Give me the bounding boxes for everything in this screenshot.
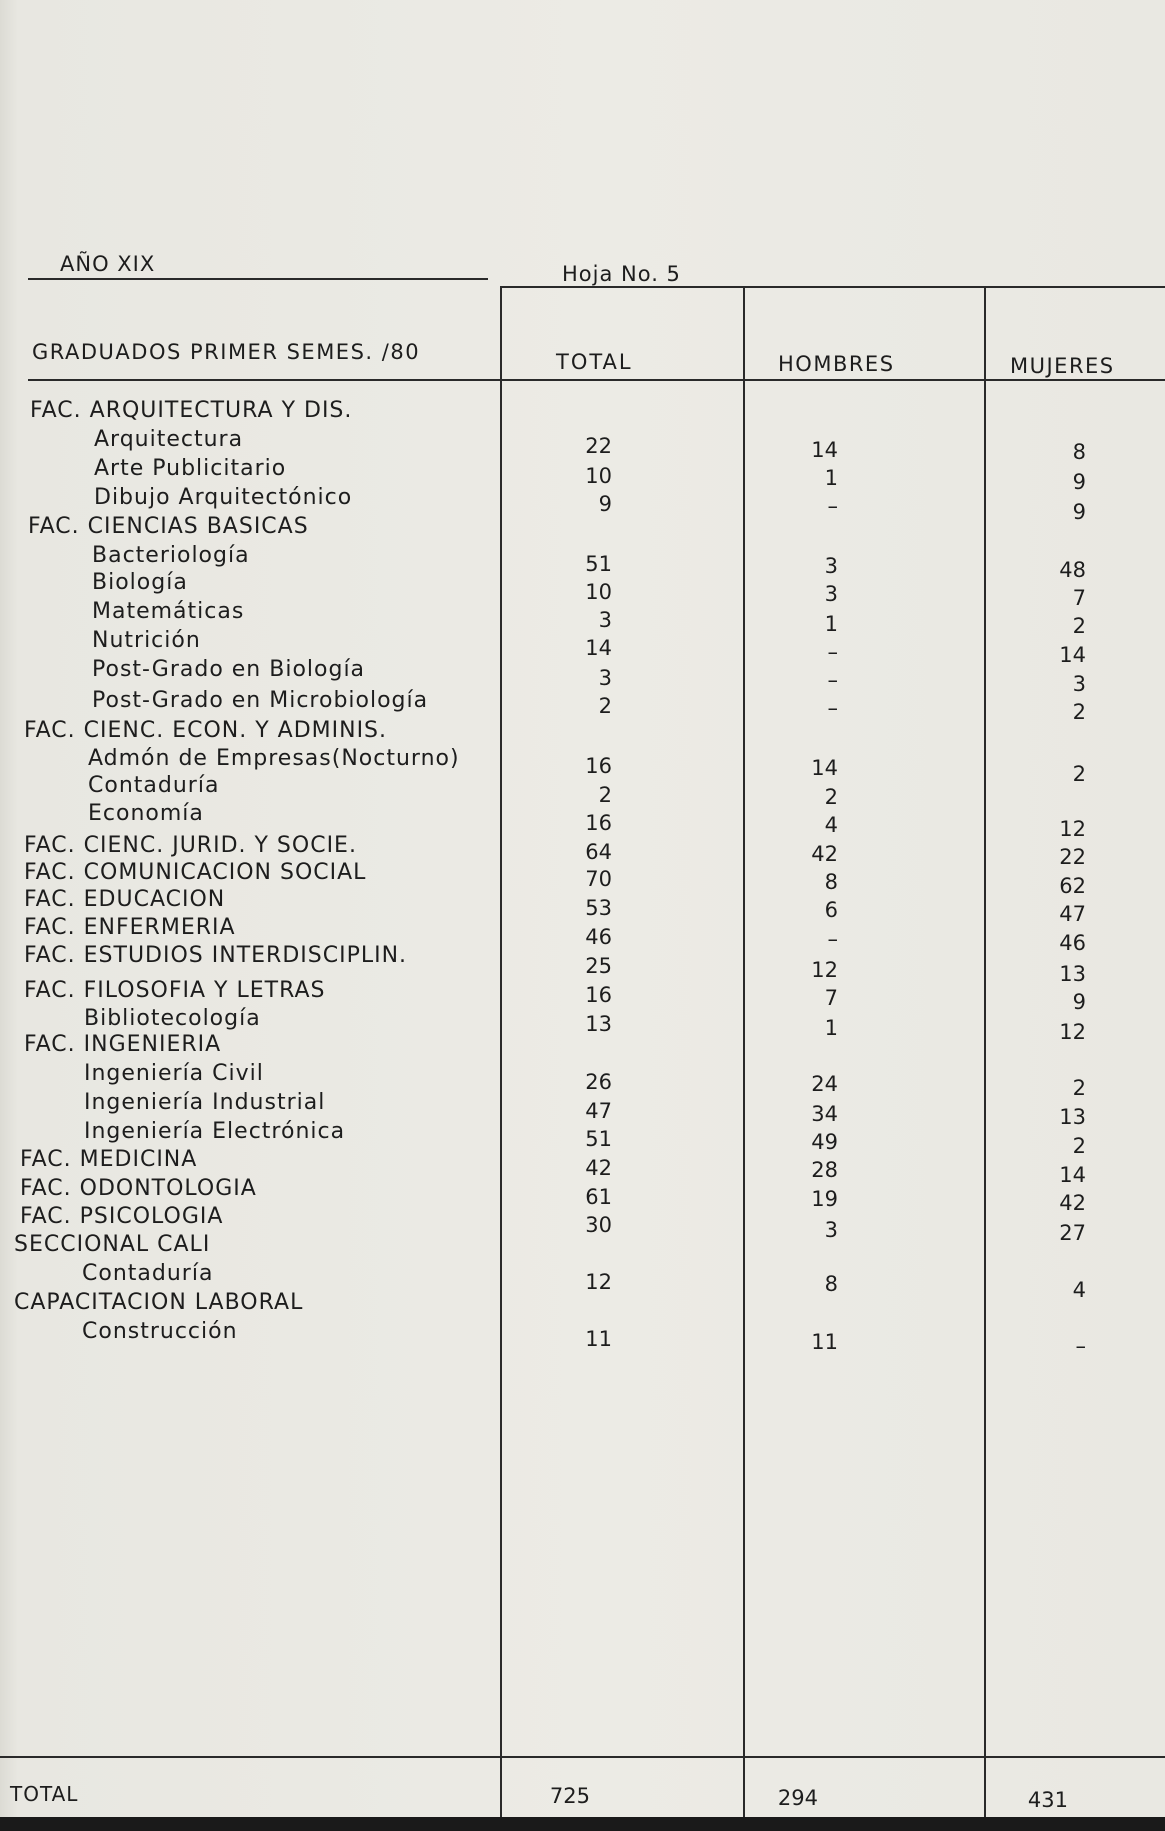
- row-men: 1: [824, 612, 838, 636]
- row-women: 14: [1059, 643, 1086, 667]
- total-rule: [0, 1756, 1165, 1758]
- row-men: 14: [811, 756, 838, 780]
- row-women: 9: [1072, 990, 1086, 1014]
- row-men: –: [827, 668, 838, 692]
- row-label: Bibliotecología: [84, 1006, 261, 1031]
- header-bottom-rule: [28, 379, 1165, 381]
- row-label: Economía: [88, 801, 204, 826]
- row-total: 16: [585, 811, 612, 835]
- row-women: 2: [1072, 1134, 1086, 1158]
- row-total: 14: [585, 636, 612, 660]
- row-total: 16: [585, 754, 612, 778]
- row-label: Construcción: [82, 1319, 238, 1344]
- row-women: 9: [1072, 500, 1086, 524]
- row-total: 22: [585, 434, 612, 458]
- row-total: 13: [585, 1012, 612, 1036]
- row-label: FAC. INGENIERIA: [24, 1032, 222, 1057]
- row-total: 61: [585, 1185, 612, 1209]
- row-women: 13: [1059, 962, 1086, 986]
- row-women: 46: [1059, 931, 1086, 955]
- column-header-total: TOTAL: [556, 350, 633, 374]
- row-label: Post-Grado en Microbiología: [92, 688, 429, 713]
- row-label: FAC. COMUNICACION SOCIAL: [24, 860, 367, 885]
- row-men: 12: [811, 958, 838, 982]
- row-label: FAC. MEDICINA: [20, 1147, 198, 1172]
- row-women: 62: [1059, 874, 1086, 898]
- row-label: Admón de Empresas(Nocturno): [88, 746, 460, 771]
- row-label: FAC. ENFERMERIA: [24, 915, 236, 940]
- row-men: 49: [811, 1130, 838, 1154]
- row-label: Arquitectura: [94, 427, 244, 452]
- row-total: 12: [585, 1270, 612, 1294]
- row-women: 7: [1072, 586, 1086, 610]
- row-men: 28: [811, 1158, 838, 1182]
- row-total: 51: [585, 552, 612, 576]
- column-divider-1: [500, 286, 502, 1831]
- row-men: 3: [824, 1218, 838, 1242]
- row-total: 2: [598, 694, 612, 718]
- row-label: Contaduría: [82, 1261, 214, 1286]
- row-women: 2: [1072, 614, 1086, 638]
- row-total: 64: [585, 840, 612, 864]
- column-divider-2: [743, 286, 745, 1831]
- row-total: 3: [598, 608, 612, 632]
- row-women: 2: [1072, 762, 1086, 786]
- row-women: 42: [1059, 1191, 1086, 1215]
- row-women: 9: [1072, 470, 1086, 494]
- row-label: Ingeniería Civil: [84, 1061, 264, 1086]
- row-men: 14: [811, 438, 838, 462]
- row-label: Bacteriología: [92, 543, 250, 568]
- row-label: FAC. CIENC. ECON. Y ADMINIS.: [24, 718, 388, 743]
- row-women: –: [1075, 1334, 1086, 1358]
- row-label: FAC. FILOSOFIA Y LETRAS: [24, 978, 326, 1003]
- row-label: Biología: [92, 570, 188, 595]
- row-men: 8: [824, 870, 838, 894]
- row-total: 53: [585, 896, 612, 920]
- row-label: Post-Grado en Biología: [92, 657, 366, 682]
- row-total: 16: [585, 983, 612, 1007]
- row-women: 14: [1059, 1163, 1086, 1187]
- row-label: FAC. ODONTOLOGIA: [20, 1176, 257, 1201]
- row-men: 1: [824, 1016, 838, 1040]
- row-label: CAPACITACION LABORAL: [14, 1290, 304, 1315]
- row-women: 13: [1059, 1105, 1086, 1129]
- row-total: 3: [598, 666, 612, 690]
- row-label: Contaduría: [88, 773, 220, 798]
- row-women: 8: [1072, 440, 1086, 464]
- row-men: –: [827, 927, 838, 951]
- total-women: 431: [1027, 1788, 1068, 1812]
- row-label: Matemáticas: [92, 599, 245, 624]
- row-women: 4: [1072, 1278, 1086, 1302]
- row-total: 42: [585, 1156, 612, 1180]
- row-total: 10: [585, 580, 612, 604]
- row-total: 30: [585, 1213, 612, 1237]
- sheet-label: Hoja No. 5: [562, 262, 681, 286]
- row-women: 48: [1059, 558, 1086, 582]
- row-total: 25: [585, 954, 612, 978]
- row-label: FAC. PSICOLOGIA: [20, 1204, 224, 1229]
- row-women: 47: [1059, 902, 1086, 926]
- bottom-edge: [0, 1817, 1165, 1831]
- row-men: 42: [811, 842, 838, 866]
- row-women: 12: [1059, 817, 1086, 841]
- row-men: 11: [811, 1330, 838, 1354]
- column-divider-3: [984, 286, 986, 1831]
- year-label: AÑO XIX: [60, 252, 156, 276]
- row-men: 3: [824, 582, 838, 606]
- row-women: 27: [1059, 1221, 1086, 1245]
- year-underline: [28, 278, 488, 280]
- row-men: 24: [811, 1072, 838, 1096]
- row-label: SECCIONAL CALI: [14, 1232, 211, 1257]
- row-men: –: [827, 640, 838, 664]
- total-men: 294: [777, 1786, 818, 1810]
- row-label: FAC. CIENC. JURID. Y SOCIE.: [24, 833, 357, 858]
- row-total: 70: [585, 867, 612, 891]
- row-women: 3: [1072, 672, 1086, 696]
- row-men: 1: [824, 466, 838, 490]
- row-total: 2: [598, 783, 612, 807]
- row-label: Arte Publicitario: [94, 456, 287, 481]
- row-men: 8: [824, 1272, 838, 1296]
- row-label: FAC. ARQUITECTURA Y DIS.: [30, 398, 353, 423]
- row-label: Dibujo Arquitectónico: [94, 485, 353, 510]
- row-total: 10: [585, 464, 612, 488]
- row-men: –: [827, 494, 838, 518]
- row-label: FAC. CIENCIAS BASICAS: [28, 514, 309, 539]
- header-top-rule: [500, 286, 1165, 288]
- row-label: Nutrición: [92, 628, 201, 653]
- row-women: 12: [1059, 1020, 1086, 1044]
- row-total: 46: [585, 925, 612, 949]
- row-women: 2: [1072, 700, 1086, 724]
- row-men: 4: [824, 813, 838, 837]
- row-total: 11: [585, 1327, 612, 1351]
- row-label: Ingeniería Electrónica: [84, 1119, 346, 1144]
- row-men: 6: [824, 898, 838, 922]
- row-label: FAC. ESTUDIOS INTERDISCIPLIN.: [24, 943, 408, 968]
- row-men: 19: [811, 1187, 838, 1211]
- row-label: FAC. EDUCACION: [24, 887, 226, 912]
- row-women: 22: [1059, 845, 1086, 869]
- row-men: 7: [824, 986, 838, 1010]
- row-men: 34: [811, 1102, 838, 1126]
- row-total: 9: [598, 492, 612, 516]
- row-men: –: [827, 696, 838, 720]
- column-header-men: HOMBRES: [778, 352, 895, 376]
- row-men: 2: [824, 785, 838, 809]
- row-total: 51: [585, 1127, 612, 1151]
- row-total: 26: [585, 1070, 612, 1094]
- column-header-title: GRADUADOS PRIMER SEMES. /80: [32, 340, 421, 364]
- column-header-women: MUJERES: [1010, 354, 1115, 378]
- row-women: 2: [1072, 1076, 1086, 1100]
- row-men: 3: [824, 554, 838, 578]
- row-label: Ingeniería Industrial: [84, 1090, 326, 1115]
- row-total: 47: [585, 1099, 612, 1123]
- total-sum: 725: [549, 1784, 590, 1808]
- total-label: TOTAL: [10, 1782, 79, 1806]
